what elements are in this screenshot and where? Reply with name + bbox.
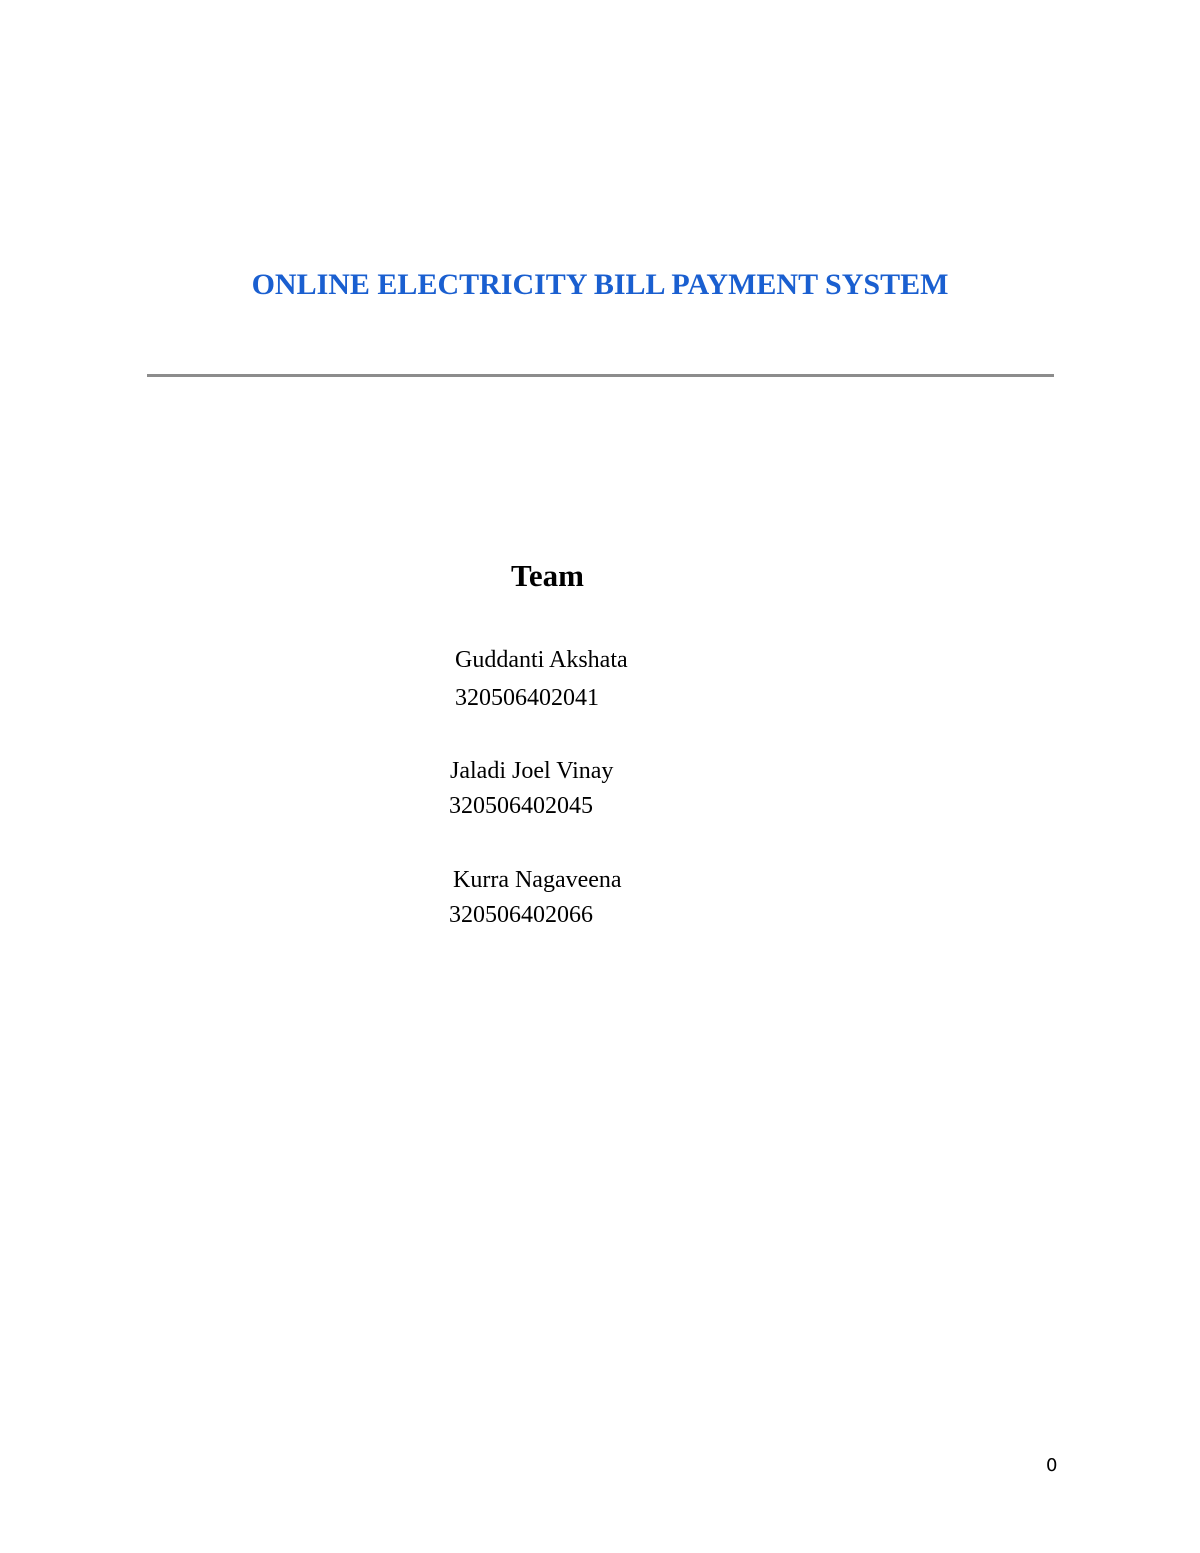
member-name-1: Guddanti Akshata [455, 647, 628, 673]
document-title: ONLINE ELECTRICITY BILL PAYMENT SYSTEM [251, 268, 949, 301]
member-id-1: 320506402041 [455, 685, 599, 711]
title-divider [147, 374, 1054, 377]
member-name-3: Kurra Nagaveena [453, 867, 622, 893]
page-number: 0 [1046, 1455, 1058, 1476]
member-id-3: 320506402066 [449, 902, 593, 928]
team-heading: Team [511, 558, 584, 593]
member-id-2: 320506402045 [449, 793, 593, 819]
member-name-2: Jaladi Joel Vinay [450, 758, 614, 784]
